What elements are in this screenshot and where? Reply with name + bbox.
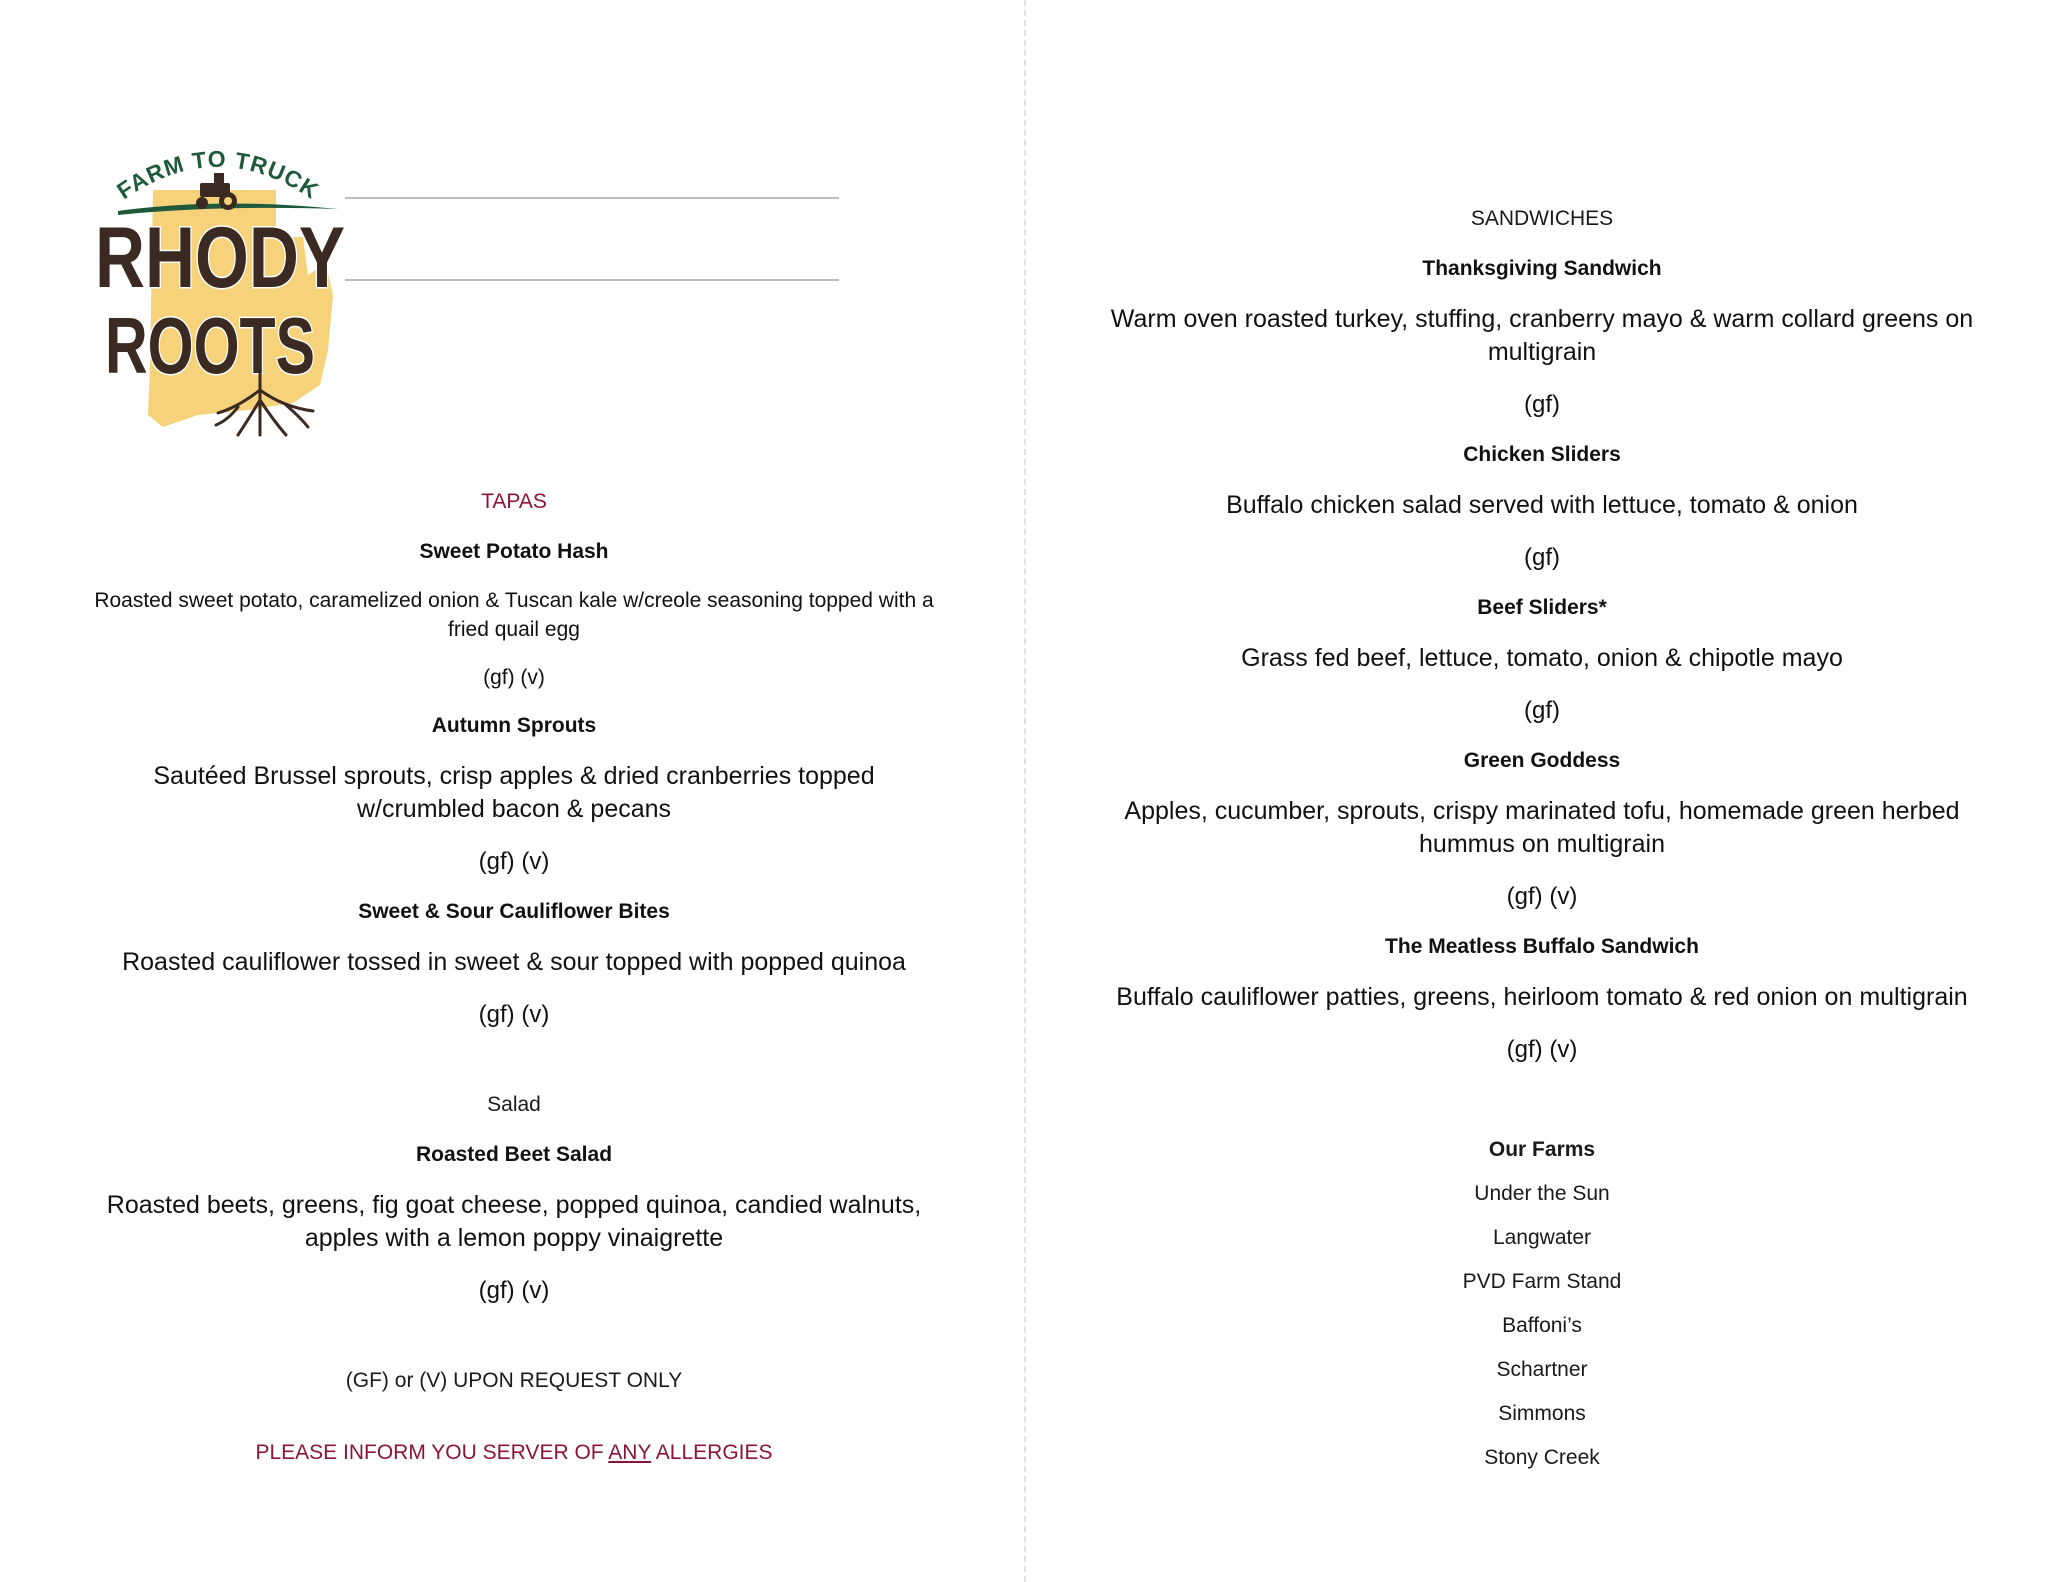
farm-list-item: Schartner bbox=[1496, 1358, 1588, 1381]
farm-list-item: Stony Creek bbox=[1484, 1446, 1600, 1469]
farm-list-item: Baffoni’s bbox=[1502, 1314, 1582, 1337]
menu-item-tags: (gf) (v) bbox=[483, 666, 545, 689]
farm-list-item: Simmons bbox=[1498, 1402, 1586, 1425]
menu-item-desc: Roasted beets, greens, fig goat cheese, popped quinoa, candied walnuts, apples with a lemon poppy vinaigrette bbox=[106, 1191, 922, 1252]
menu-item-name: Chicken Sliders bbox=[1463, 443, 1621, 466]
menu-item-tags: (gf) bbox=[1524, 697, 1560, 724]
menu-item-desc: Buffalo chicken salad served with lettuce, tomato & onion bbox=[1226, 491, 1858, 519]
farm-list-item: Under the Sun bbox=[1474, 1182, 1610, 1205]
menu-item-name: The Meatless Buffalo Sandwich bbox=[1385, 935, 1699, 958]
svg-text:ROOTS: ROOTS bbox=[105, 301, 315, 390]
menu-item-name: Autumn Sprouts bbox=[431, 714, 597, 737]
name-line-1 bbox=[345, 197, 839, 199]
farms-heading: Our Farms bbox=[1488, 1138, 1596, 1161]
section-spacer bbox=[88, 1329, 940, 1369]
menu-item-tags: (gf) (v) bbox=[478, 1001, 550, 1028]
menu-item-desc: Sautéed Brussel sprouts, crisp apples & dried cranberries topped w/crumbled bacon & pecans bbox=[153, 762, 875, 823]
sandwiches-heading: SANDWICHES bbox=[1470, 207, 1614, 230]
menu-item-tags: (gf) (v) bbox=[1506, 1036, 1578, 1063]
svg-text:FARM TO TRUCK: FARM TO TRUCK bbox=[112, 145, 324, 205]
right-menu-column bbox=[1110, 207, 1974, 1490]
rhody-roots-logo bbox=[88, 145, 353, 440]
menu-item-tags: (gf) bbox=[1524, 544, 1560, 571]
menu-item-name: Sweet & Sour Cauliflower Bites bbox=[358, 900, 670, 923]
menu-item-desc: Warm oven roasted turkey, stuffing, cranberry mayo & warm collard greens on multigrain bbox=[1110, 305, 1974, 366]
name-line-2 bbox=[345, 279, 839, 281]
menu-item-tags: (gf) (v) bbox=[478, 1277, 550, 1304]
salad-heading: Salad bbox=[487, 1093, 541, 1116]
tapas-heading: TAPAS bbox=[481, 490, 547, 513]
menu-item-desc: Roasted sweet potato, caramelized onion & Tuscan kale w/creole seasoning topped with a fried quail egg bbox=[94, 589, 934, 641]
menu-item-desc: Grass fed beef, lettuce, tomato, onion & chipotle mayo bbox=[1241, 644, 1843, 672]
menu-item-tags: (gf) bbox=[1524, 391, 1560, 418]
menu-item-name: Sweet Potato Hash bbox=[419, 540, 609, 563]
menu-item-desc: Roasted cauliflower tossed in sweet & sour topped with popped quinoa bbox=[122, 948, 906, 976]
menu-item-tags: (gf) (v) bbox=[478, 848, 550, 875]
farm-list-item: PVD Farm Stand bbox=[1462, 1270, 1622, 1293]
farm-list-item: Langwater bbox=[1492, 1226, 1592, 1249]
menu-item-tags: (gf) (v) bbox=[1506, 883, 1578, 910]
menu-item-name: Thanksgiving Sandwich bbox=[1422, 257, 1662, 280]
menu-item-name: Beef Sliders* bbox=[1477, 596, 1607, 619]
request-only-note: (GF) or (V) UPON REQUEST ONLY bbox=[345, 1369, 683, 1392]
section-spacer bbox=[88, 1053, 940, 1093]
menu-item-name: Roasted Beet Salad bbox=[415, 1143, 613, 1166]
svg-text:RHODY: RHODY bbox=[95, 210, 345, 306]
page-fold-divider bbox=[1024, 0, 1026, 1582]
menu-item-desc: Buffalo cauliflower patties, greens, heirloom tomato & red onion on multigrain bbox=[1116, 983, 1968, 1011]
allergy-note: PLEASE INFORM YOU SERVER OF ANY ALLERGIES bbox=[255, 1441, 773, 1464]
left-menu-column bbox=[88, 490, 940, 1465]
menu-item-desc: Apples, cucumber, sprouts, crispy marinated tofu, homemade green herbed hummus on multigrain bbox=[1124, 797, 1960, 858]
menu-item-name: Green Goddess bbox=[1463, 749, 1621, 772]
